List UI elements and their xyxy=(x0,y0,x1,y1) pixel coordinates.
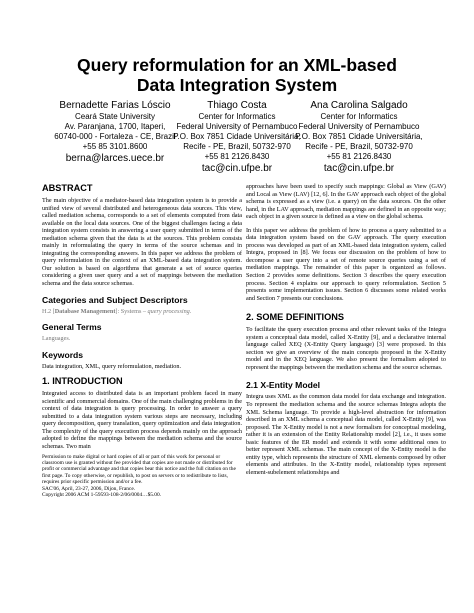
right-column xyxy=(246,183,446,477)
categories-text xyxy=(42,308,242,316)
author-affiliation-line: Recife - PE, Brazil, 50732-970 xyxy=(305,142,413,151)
left-column xyxy=(42,183,242,498)
author-email[interactable]: berna@larces.uece.br xyxy=(65,153,165,164)
gav-lav-paragraph: approaches have been used to specify such mappings: Global as View (GAV) and Local as View (LAV) [12, 6]. In the GAV approach each object of the global schema is expressed as a view (i.e. a query) on the data sources. On the other hand, in the LAV approach, mediation mappings are defined in an opposite way; each object in a given source is defined as a view on the global schema. xyxy=(246,183,446,221)
general-terms-text: Languages. xyxy=(42,335,71,343)
author-affiliation-line: 60740-000 - Fortaleza - CE, Brazil xyxy=(54,132,176,141)
author-affiliation-line: Center for Informatics xyxy=(198,112,276,121)
xentity-text: Integra uses XML as the common data model for data exchange and integration. To represent the mediation schema and the source schemas Integra adopts the XML Schema language. To provide a high-level abstraction for information described in an XML schema a conceptual data model, called X-Entity [9], was proposed. The X-Entity model is not a new formalism for conceptual modeling, rather it is an extension of the Entity Relationship model [2], i.e., it uses some basic features of the ER model and extends it with some additional ones to better represent XML schemas. The main concept of the X-Entity model is the entity type, which represents the structure of XML elements composed by other elements and attributes. In the X-Entity model, relationship types represent element-subelement relationships and xyxy=(246,393,446,476)
author-name: Bernadette Farias Lóscio xyxy=(59,100,171,111)
categories-mid: ]: Systems – xyxy=(115,307,148,315)
definitions-heading: 2. SOME DEFINITIONS xyxy=(246,312,345,323)
introduction-heading: 1. INTRODUCTION xyxy=(42,376,123,387)
author-affiliation-line: Federal University of Pernambuco xyxy=(298,122,420,131)
author-email[interactable]: tac@cin.ufpe.br xyxy=(201,163,273,174)
title-line-1: Query reformulation for an XML-based xyxy=(77,55,397,75)
author-affiliation-line: P.O. Box 7851 Cidade Universitária, xyxy=(295,132,423,141)
categories-italic: query processing. xyxy=(147,307,192,315)
author-affiliation-line: P.O. Box 7851 Cidade Universitária, xyxy=(173,132,301,141)
abstract-heading: ABSTRACT xyxy=(42,183,93,193)
keywords-text: Data integration, XML, query reformulation, mediation. xyxy=(42,362,182,370)
author-affiliation-line: +55 81 2126.8430 xyxy=(326,152,392,161)
xentity-heading: 2.1 X-Entity Model xyxy=(246,380,321,391)
definitions-text: To facilitate the query execution process and other relevant tasks of the Integra system a conceptual data model, called X-Entity [9], and a declarative internal language called XEQ (X-Entity Query language) [3] were proposed. In this section we give an overview of the main concepts proposed in the X-Entity model and in the XEQ language. We also present the formalism adopted to represent the mappings between the mediation schema and the source schemas. xyxy=(246,326,446,371)
categories-heading: Categories and Subject Descriptors xyxy=(42,294,188,305)
author-affiliation-line: Av. Paranjana, 1700, Itaperi, xyxy=(64,122,166,131)
keywords-heading: Keywords xyxy=(42,349,84,360)
paper-overview-paragraph: In this paper we address the problem of how to process a query submitted to a data integration system based on the GAV approach. The query execution process was developed as part of an XML-based data integration system, called Integra, proposed in [8]. We focus our discussion on the problem of how to decompose a user query into a set of remote source queries using a set of mediation mappings. The remainder of this paper is organized as follows. Section 2 provides some definitions. Section 3 describes the query execution process. Section 4 explains our approach to query reformulation. Section 5 presents some implementation issues. Section 6 discusses some related works and Section 7 presents our conclusions. xyxy=(246,226,446,302)
categories-code: H.2 [ xyxy=(42,307,55,315)
conference-info: SAC'06, April, 23-27, 2006, Dijon, France. xyxy=(42,485,136,492)
author-affiliation-line: Ceará State University xyxy=(74,112,156,121)
author-name: Thiago Costa xyxy=(207,100,267,111)
abstract-text: The main objective of a mediator-based data integration system is to provide a unified view of several distributed and heterogeneous data sources. This view, called mediation schema, corresponds to a set of elements computed from data available on the local data sources. One of the biggest challenges facing a data integration system consists in answering a user query submitted in terms of the mediation schema given that the data is at the sources. This problem consists mainly in reformulating the query in terms of the source schemas and in integrating the corresponding answers. In this paper we address the problem of query reformulation in the context of an XML-based data integration system. Our solution is based on algorithms that generate a set of source queries considering a given user query and a set of mappings between the mediation schema and the data source schemas. xyxy=(42,197,242,288)
author-affiliation-line: Federal University of Pernambuco xyxy=(176,122,298,131)
permission-notice: Permission to make digital or hard copies of all or part of this work for personal or classroom use is granted without fee provided that copies are not made or distributed for profit or commercial advantage and that copies bear this notice and the full citation on the first page. To copy otherwise, or republish, to post on servers or to redistribute to lists, requires prior specific permission and/or a fee. xyxy=(42,453,236,486)
title-line-2: Data Integration System xyxy=(136,75,338,95)
author-affiliation-line: +55 85 3101.8600 xyxy=(82,142,148,151)
author-block-3 xyxy=(284,100,434,175)
author-email[interactable]: tac@cin.ufpe.br xyxy=(323,163,395,174)
author-name: Ana Carolina Salgado xyxy=(310,100,408,111)
introduction-text: Integrated access to distributed data is an important problem faced in many scientific and commercial domains. One of the main challenging problems in the context of data integration is query processing. In order to answer a query submitted to a data integration system various steps are necessary, including query decomposition, query translation, query optimization and data integration. The complexity of the query execution process depends mainly on the approach adopted to define the mappings between the mediation schema and the source schemas. Two main xyxy=(42,390,243,451)
author-affiliation-line: +55 81 2126.8430 xyxy=(204,152,270,161)
paper-title xyxy=(0,55,474,95)
copyright-notice: Copyright 2006 ACM 1-59593-108-2/06/0004…$5.00. xyxy=(42,492,162,499)
general-terms-heading: General Terms xyxy=(42,322,102,333)
author-affiliation-line: Center for Informatics xyxy=(320,112,398,121)
categories-bold: Database Management xyxy=(54,307,116,315)
author-affiliation-line: Recife - PE, Brazil, 50732-970 xyxy=(183,142,291,151)
